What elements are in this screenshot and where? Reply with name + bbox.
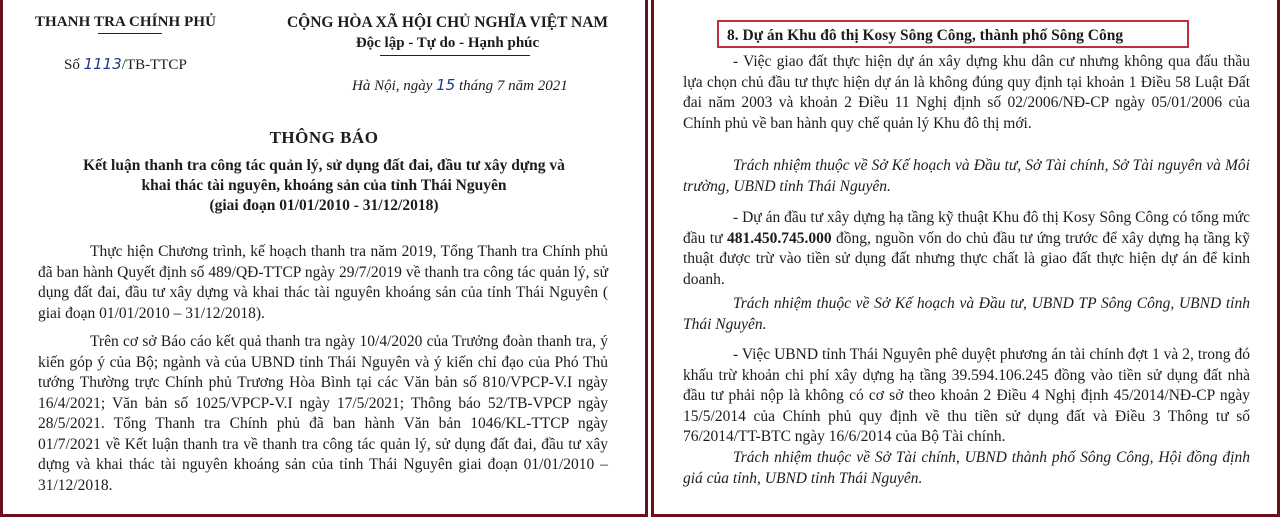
subject-line-1: Kết luận thanh tra công tác quản lý, sử dụng đất đai, đầu tư xây dựng và — [83, 157, 565, 174]
finding-2-text-before: - Dự án đầu tư xây dựng hạ tầng kỹ thuật Khu đô thị Kosy Sông Công có tổng mức đầu tư — [683, 209, 1250, 247]
date-prefix: Hà Nội, ngày — [352, 78, 433, 94]
document-title: THÔNG BÁO — [269, 128, 379, 147]
subject-line-2: khai thác tài nguyên, khoáng sản của tỉnh Thái Nguyên — [141, 177, 507, 194]
finding-paragraph-2 — [683, 208, 1250, 290]
issuing-agency: THANH TRA CHÍNH PHỦ — [34, 14, 217, 30]
body-paragraph-2: Trên cơ sở Báo cáo kết quả thanh tra ngày 10/4/2020 của Trưởng đoàn thanh tra, ý kiến góp ý của Bộ; ngành và của UBND tỉnh Thái Nguyên và ý kiến chỉ đạo của Phó Thủ tướng Thường trực Chính phủ Trương Hòa Bình tại các Văn bản số 810/VPCP-V.I ngày 16/4/2021; Văn bản số 1025/VPCP-V.I ngày 17/5/2021; Thông báo 52/TB-VPCP ngày 28/5/2021. Tổng Thanh tra Chính phủ đã ban hành Văn bản 1046/KL-TTCP ngày 01/7/2021 về Kết luận thanh tra về thanh tra công tác quản lý, sử dụng đất đai, đầu tư xây dựng và khai thác tài nguyên khoáng sản của tỉnh Thái Nguyên giai đoạn 01/01/2010 – 31/12/2018. — [38, 333, 608, 494]
docnum-suffix: /TB-TTCP — [121, 57, 187, 73]
agency-underline — [98, 33, 162, 34]
document-number — [64, 55, 187, 74]
body-paragraph-1: Thực hiện Chương trình, kế hoạch thanh tra năm 2019, Tổng Thanh tra Chính phủ đã ban hành Quyết định số 489/QĐ-TTCP ngày 29/7/2019 về thanh tra công tác quản lý, sử dụng đất đai, đầu tư xây dựng và khai thác tài nguyên khoáng sản của tỉnh Thái Nguyên ( giai đoạn 01/01/2010 – 31/12/2018). — [38, 243, 608, 322]
national-title: CỘNG HÒA XÃ HỘI CHỦ NGHĨA VIỆT NAM — [286, 14, 609, 31]
docnum-handwritten: 1113 — [83, 55, 122, 73]
national-motto: Độc lập - Tự do - Hạnh phúc — [355, 35, 540, 51]
document-subject — [20, 156, 628, 216]
date-handwritten: 15 — [436, 76, 456, 94]
motto-underline — [380, 55, 530, 56]
responsibility-paragraph-2: Trách nhiệm thuộc về Sở Kế hoạch và Đầu tư, UBND TP Sông Công, UBND tỉnh Thái Nguyên. — [683, 295, 1250, 333]
finding-2-text-after: đồng, nguồn vốn do chủ đầu tư ứng trước để xây dựng hạ tầng kỹ thuật được trừ vào tiền sử dụng đất nhưng thực chất là giao đất thực hiện dự án để kinh doanh. — [683, 229, 1250, 288]
section-title: 8. Dự án Khu đô thị Kosy Sông Công, thành phố Sông Công — [727, 27, 1124, 44]
date-suffix: tháng 7 năm 2021 — [459, 78, 568, 94]
finding-paragraph-1: - Việc giao đất thực hiện dự án xây dựng khu dân cư nhưng không qua đấu thầu lựa chọn chủ đầu tư thực hiện dự án là không đúng quy định tại khoản 1 Điều 58 Luật Đất đai năm 2003 và khoản 2 Điều 11 Nghị định số 02/2006/NĐ-CP ngày 05/01/2006 của Chính phủ về ban hành quy chế quản lý Khu đô thị mới. — [683, 53, 1250, 132]
dateline — [352, 76, 568, 95]
investment-amount: 481.450.745.000 — [726, 229, 832, 247]
subject-line-3: (giai đoạn 01/01/2010 - 31/12/2018) — [209, 197, 439, 214]
responsibility-paragraph-1: Trách nhiệm thuộc về Sở Kế hoạch và Đầu tư, Sở Tài chính, Sở Tài nguyên và Môi trường, UBND tỉnh Thái Nguyên. — [683, 157, 1250, 195]
docnum-prefix: Số — [64, 57, 80, 73]
finding-paragraph-3: - Việc UBND tỉnh Thái Nguyên phê duyệt phương án tài chính đợt 1 và 2, trong đó khấu trừ khoản chi phí xây dựng hạ tầng 39.594.106.245 đồng vào tiền sử dụng đất nhà đầu tư phải nộp là không có cơ sở theo khoản 2 Điều 4 Nghị định 45/2014/NĐ-CP ngày 15/5/2014 của Chính phủ quy định về thu tiền sử dụng đất và Điều 3 Thông tư số 76/2014/TT-BTC ngày 16/6/2014 của Bộ Tài chính. — [683, 346, 1250, 445]
responsibility-paragraph-3: Trách nhiệm thuộc về Sở Tài chính, UBND thành phố Sông Công, Hội đồng định giá của tỉnh, UBND tỉnh Thái Nguyên. — [683, 449, 1250, 487]
